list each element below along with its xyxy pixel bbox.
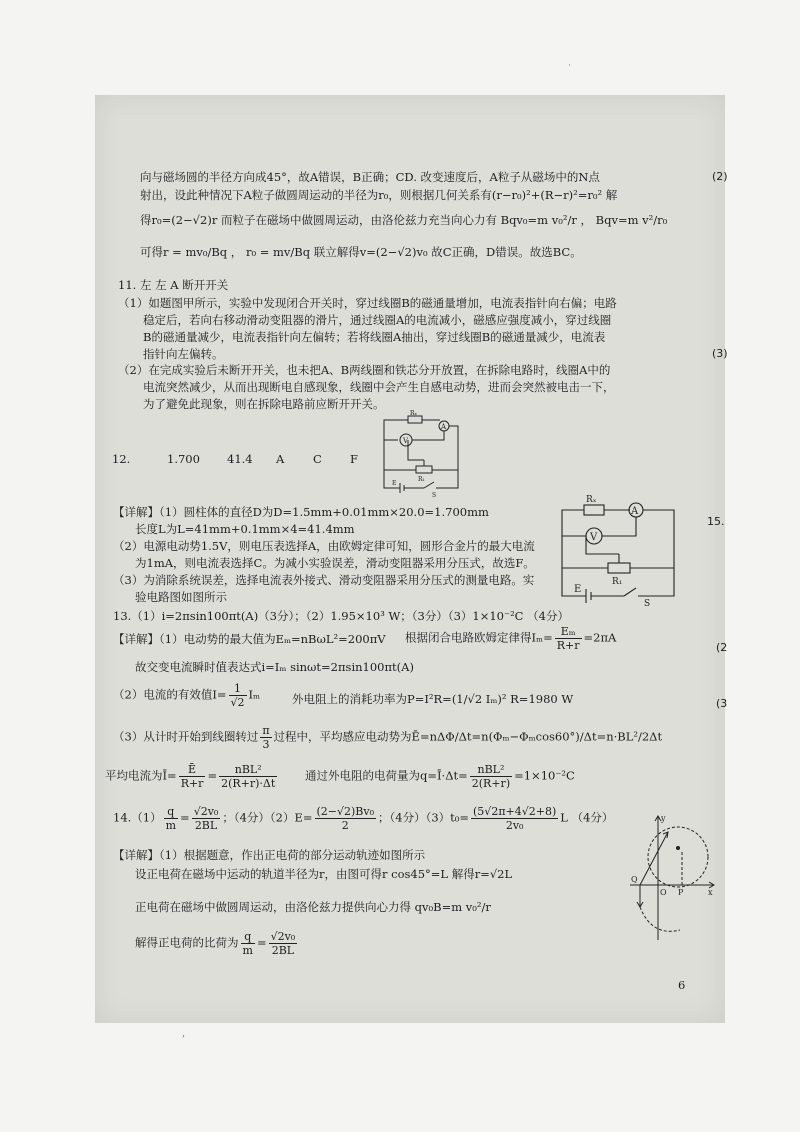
q12-answer: 41.4: [227, 452, 253, 466]
circuit-label: E: [392, 480, 397, 487]
q12-detail: 验电路图如图所示: [135, 590, 227, 604]
q10-line: 得r₀=(2−√2)r 而粒子在磁场中做圆周运动，由洛伦兹力充当向心力有 Bqv₀=m v₀²/r ， Bqv=m v²/r₀: [140, 213, 668, 227]
circuit-label: E: [574, 584, 582, 595]
circuit-label: S: [432, 492, 437, 499]
q12-detail: 为1mA，则电流表选择C。为减小实验误差，滑动变阻器采用分压式，故选F。: [135, 556, 535, 570]
q13-detail: 【详解】（1）电动势的最大值为Eₘ=nBωL²=200πV: [113, 632, 386, 646]
trajectory-figure: [628, 812, 718, 942]
circuit-diagram-large: [556, 490, 686, 608]
q13-detail: 外电阻上的消耗功率为P=I²R=(1/√2 Iₘ)² R=1980 W: [292, 692, 574, 706]
q13-detail: 故交变电流瞬时值表达式i=Iₘ sinωt=2πsin100πt(A): [135, 660, 414, 674]
circuit-label: A: [631, 506, 639, 517]
q14-detail: 【详解】（1）根据题意，作出正电荷的部分运动轨迹如图所示: [113, 848, 426, 862]
q11-text: 为了避免此现象，则在拆除电路前应断开开关。: [143, 397, 385, 411]
q14-formula: 解得正电荷的比荷为 $\frac{q}{m}$ = $\frac{\text{√2v₀}}{2BL}$: [135, 930, 296, 957]
q11-answer: 11. 左 左 A 断开开关: [118, 278, 229, 292]
q14-answer: 14.（1） $\frac{q}{m}$ = $\frac{\text{√2v₀}}{2BL}$ ；（4分）（2）E= $\frac{\text{(2−√2)Bv₀}}{2}$ ；（4分）（3）t₀= $\frac{(5√2\pi+4√2+8)}{\text{2v₀}}$ L （4分）: [113, 805, 614, 832]
scan-dot: ˙: [567, 64, 572, 75]
q12-detail: （2）电源电动势1.5V，则电压表选择A，由欧姆定律可知，圆形合金片的最大电流: [113, 539, 535, 553]
q11-text: （1）如题图甲所示，实验中发现闭合开关时，穿过线圈B的磁通量增加，电流表指针向右偏；电路: [118, 296, 617, 310]
q13-answer: 13.（1）i=2πsin100πt(A)（3分）；（2）1.95×10³ W；（3分）（3）1×10⁻²C （4分）: [113, 609, 569, 623]
scan-dot: ,: [182, 1028, 186, 1039]
circuit-label: A: [441, 423, 447, 431]
point-label: O: [660, 888, 667, 897]
margin-label: (2): [712, 170, 728, 183]
circuit-label: R₁: [418, 476, 425, 483]
q13-formula: 根据闭合电路欧姆定律得Iₘ= $\frac{\text{Eₘ}}{R+r}$ =2πA: [405, 625, 617, 652]
q11-text: （2）在完成实验后未断开开关，也未把A、B两线圈和铁芯分开放置，在拆除电路时，线圈A中的: [118, 363, 611, 377]
q10-line: 可得r = mv₀/Bq ， r₀ = mv/Bq 联立解得v=(2−√2)v₀ 故C正确，D错误。故选BC。: [140, 245, 582, 259]
q11-text: 电流突然减少，从而出现断电自感现象，线圈中会产生自感电动势，进而会突然被电击一下，: [143, 380, 615, 394]
axis-label: y: [661, 814, 666, 823]
q13-formula: 通过外电阻的电荷量为q=Ī·Δt= $\frac{\text{nBL²}}{2(R+r)}$ =1×10⁻²C: [305, 763, 575, 790]
q13-formula: （2）电流的有效值I= $\frac{1}{√2}$ Iₘ: [113, 682, 261, 709]
q12-answer: 1.700: [167, 452, 200, 466]
axis-label: x: [708, 888, 713, 897]
q14-detail: 设正电荷在磁场中运动的轨道半径为r，由图可得r cos45°=L 解得r=√2L: [135, 867, 513, 881]
q11-text: 指针向左偏转。: [143, 347, 224, 361]
margin-label: 15.: [707, 515, 725, 528]
circuit-diagram-small: [378, 410, 468, 500]
q12-answer: F: [350, 452, 358, 466]
margin-label: (3: [716, 697, 728, 710]
point-label: P: [678, 888, 684, 897]
circuit-label: Rₓ: [586, 495, 597, 505]
q13-formula: 平均电流为Ī= $\frac{Ē}{R+r}$ = $\frac{\text{nBL²}}{2(R+r)\cdot\Delta t}$: [105, 763, 276, 790]
q12-answer: C: [313, 452, 322, 466]
circuit-label: V: [590, 532, 598, 543]
circuit-label: S: [644, 599, 651, 608]
q13-formula: （3）从计时开始到线圈转过 $\frac{\pi}{3}$ 过程中，平均感应电动势为Ē=nΔΦ/Δt=n(Φₘ−Φₘcos60°)/Δt=n·BL²/2Δt: [113, 724, 663, 751]
point-label: Q: [631, 875, 638, 884]
q10-line: 射出，设此种情况下A粒子做圆周运动的半径为r₀，则根据几何关系有(r−r₀)²+(R−r)²=r₀² 解: [140, 188, 618, 202]
q11-text: 稳定后，若向右移动滑动变阻器的滑片，通过线圈A的电流减小，磁感应强度减小，穿过线圈: [143, 313, 612, 327]
q10-line: 向与磁场圆的半径方向成45°，故A错误，B正确；CD. 改变速度后，A粒子从磁场中的N点: [140, 170, 600, 184]
q12-answer: A: [276, 452, 285, 466]
circuit-label: V: [403, 437, 409, 445]
circuit-label: R₁: [612, 577, 623, 587]
q11-text: B的磁通量减少，电流表指针向左偏转；若将线圈A抽出，穿过线圈B的磁通量减少，电流表: [143, 330, 606, 344]
q12-number: 12.: [112, 452, 131, 466]
q12-detail: 【详解】（1）圆柱体的直径D为D=1.5mm+0.01mm×20.0=1.700mm: [113, 505, 489, 519]
circuit-label: Rₓ: [410, 410, 418, 417]
q12-detail: （3）为消除系统误差，选择电流表外接式、滑动变阻器采用分压式的测量电路。实: [113, 573, 535, 587]
page-number: 6: [678, 978, 686, 992]
q14-detail: 正电荷在磁场中做圆周运动，由洛伦兹力提供向心力得 qv₀B=m v₀²/r: [135, 900, 491, 914]
margin-label: (3): [712, 347, 728, 360]
margin-label: (2: [716, 641, 728, 654]
q12-detail: 长度L为L=41mm+0.1mm×4=41.4mm: [135, 522, 355, 536]
